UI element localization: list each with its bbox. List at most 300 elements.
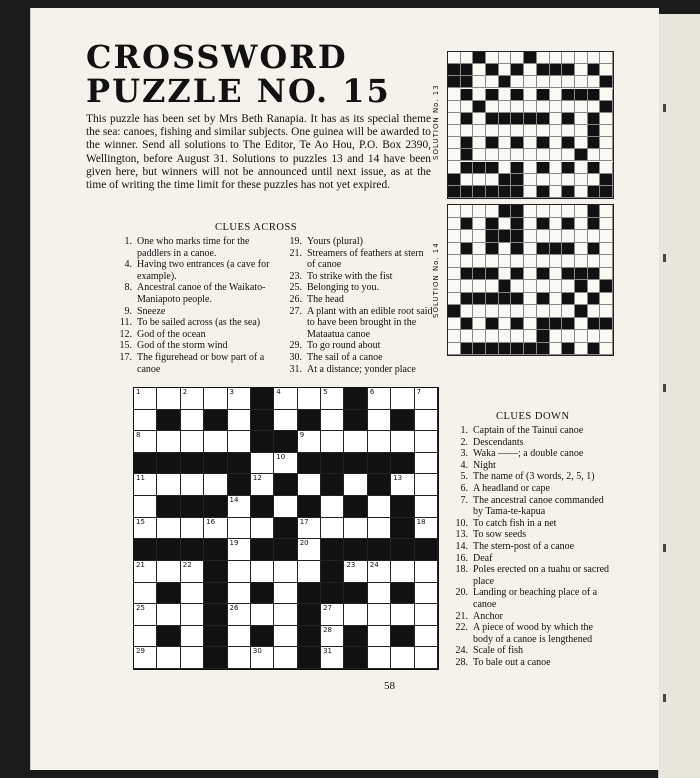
solution-block xyxy=(511,89,524,101)
solution-block xyxy=(486,162,499,174)
solution-block xyxy=(562,218,575,231)
grid-cell[interactable] xyxy=(134,518,157,540)
grid-cell[interactable] xyxy=(251,518,274,540)
solution-cell xyxy=(550,89,563,101)
grid-cell[interactable] xyxy=(251,474,274,496)
grid-cell[interactable] xyxy=(134,388,157,410)
solution-block xyxy=(550,64,563,76)
grid-cell[interactable] xyxy=(391,604,414,626)
clue-number: 18. xyxy=(455,564,468,576)
grid-cell[interactable] xyxy=(321,626,344,648)
solution-block xyxy=(461,149,474,161)
solution-block xyxy=(537,89,550,101)
cell-number: 29 xyxy=(136,647,145,656)
solution-cell xyxy=(537,52,550,64)
grid-cell[interactable] xyxy=(298,539,321,561)
grid-cell[interactable] xyxy=(134,474,157,496)
cell-number: 23 xyxy=(346,560,356,569)
grid-cell[interactable] xyxy=(204,431,227,453)
grid-block xyxy=(251,496,274,518)
grid-cell[interactable] xyxy=(391,474,414,496)
clue-text: To go round about xyxy=(307,340,381,352)
clue-item xyxy=(448,553,614,565)
grid-cell[interactable] xyxy=(368,518,391,540)
solution-cell xyxy=(575,293,588,306)
solution-cell xyxy=(575,52,588,64)
solution-cell xyxy=(537,305,550,318)
solution-cell xyxy=(473,125,486,137)
cell-number: 11 xyxy=(136,474,145,483)
solution-block xyxy=(588,243,601,256)
grid-cell[interactable] xyxy=(321,604,344,626)
grid-block xyxy=(204,604,227,626)
grid-cell[interactable] xyxy=(181,561,204,583)
grid-cell[interactable] xyxy=(228,388,251,410)
clue-text: Yours (plural) xyxy=(307,236,363,247)
solution-cell xyxy=(448,149,461,161)
grid-cell[interactable] xyxy=(134,626,157,648)
clue-item xyxy=(448,587,614,610)
solution-block xyxy=(486,137,499,149)
clue-item xyxy=(112,340,272,352)
clue-number: 3. xyxy=(460,448,468,460)
solution-block xyxy=(562,113,575,125)
grid-cell[interactable] xyxy=(321,647,344,669)
solution-cell xyxy=(550,280,563,293)
solution-cell xyxy=(600,125,613,137)
clue-text: God of the ocean xyxy=(137,328,206,340)
solution-block xyxy=(461,186,474,198)
solution-block xyxy=(537,268,550,281)
grid-block xyxy=(204,626,227,648)
clue-text: Ancestral canoe of the Waikato-Maniapoto people. xyxy=(137,282,266,305)
solution-cell xyxy=(511,52,524,64)
grid-cell[interactable] xyxy=(228,583,251,605)
clue-number: 20. xyxy=(455,587,468,599)
grid-cell[interactable] xyxy=(251,561,274,583)
solution-cell xyxy=(550,174,563,186)
grid-cell[interactable] xyxy=(274,583,297,605)
grid-cell[interactable] xyxy=(298,561,321,583)
grid-block xyxy=(391,539,414,561)
solution-cell xyxy=(448,280,461,293)
grid-cell[interactable] xyxy=(368,561,391,583)
solution-cell xyxy=(550,149,563,161)
solution-cell xyxy=(537,205,550,218)
grid-cell[interactable] xyxy=(157,474,180,496)
solution-block xyxy=(575,305,588,318)
solution-cell xyxy=(511,101,524,113)
grid-cell[interactable] xyxy=(181,647,204,669)
clue-item xyxy=(448,448,614,460)
grid-cell[interactable] xyxy=(157,388,180,410)
grid-cell[interactable] xyxy=(321,496,344,518)
solution-block xyxy=(499,205,512,218)
solution-cell xyxy=(473,318,486,331)
grid-cell[interactable] xyxy=(134,647,157,669)
solution-cell xyxy=(600,205,613,218)
grid-block xyxy=(321,539,344,561)
grid-cell[interactable] xyxy=(368,410,391,432)
grid-cell[interactable] xyxy=(391,561,414,583)
grid-cell[interactable] xyxy=(368,431,391,453)
solution-cell xyxy=(562,330,575,343)
grid-block xyxy=(344,496,367,518)
grid-cell[interactable] xyxy=(204,474,227,496)
solution-block xyxy=(473,343,486,356)
solution-block xyxy=(537,137,550,149)
grid-cell[interactable] xyxy=(157,604,180,626)
clue-text: The name of (3 words, 2, 5, 1) xyxy=(473,471,595,483)
grid-block xyxy=(391,583,414,605)
solution-cell xyxy=(448,101,461,113)
grid-cell[interactable] xyxy=(321,388,344,410)
solution-cell xyxy=(473,218,486,231)
clue-item xyxy=(448,518,614,530)
solution-cell xyxy=(524,89,537,101)
grid-cell[interactable] xyxy=(415,431,438,453)
grid-block xyxy=(321,453,344,475)
grid-cell[interactable] xyxy=(368,583,391,605)
solution-block xyxy=(511,243,524,256)
solution-cell xyxy=(461,330,474,343)
crossword-grid xyxy=(133,387,439,670)
grid-cell[interactable] xyxy=(391,388,414,410)
solution-cell xyxy=(486,101,499,113)
solution-block xyxy=(562,243,575,256)
grid-cell[interactable] xyxy=(415,496,438,518)
grid-cell[interactable] xyxy=(228,561,251,583)
grid-cell[interactable] xyxy=(344,474,367,496)
grid-cell[interactable] xyxy=(228,410,251,432)
grid-cell[interactable] xyxy=(181,626,204,648)
grid-cell[interactable] xyxy=(321,518,344,540)
solution-cell xyxy=(575,113,588,125)
solution-cell xyxy=(550,343,563,356)
solution-block xyxy=(600,280,613,293)
solution-block xyxy=(448,186,461,198)
grid-cell[interactable] xyxy=(321,431,344,453)
grid-cell[interactable] xyxy=(298,431,321,453)
solution-cell xyxy=(575,101,588,113)
solution-cell xyxy=(524,330,537,343)
grid-block xyxy=(251,626,274,648)
solution-cell xyxy=(550,268,563,281)
solution-cell xyxy=(600,64,613,76)
solution-block xyxy=(461,113,474,125)
solution-cell xyxy=(524,64,537,76)
solution-cell xyxy=(550,113,563,125)
solution-cell xyxy=(588,52,601,64)
solution-block xyxy=(486,243,499,256)
solution-14-label: SOLUTION No. 14 xyxy=(432,242,440,318)
clue-item xyxy=(282,340,434,352)
grid-cell[interactable] xyxy=(415,518,438,540)
solution-block xyxy=(562,343,575,356)
solution-cell xyxy=(486,149,499,161)
grid-block xyxy=(391,496,414,518)
solution-block xyxy=(524,343,537,356)
grid-cell[interactable] xyxy=(298,518,321,540)
solution-cell xyxy=(550,293,563,306)
grid-cell[interactable] xyxy=(157,561,180,583)
clue-text: The stern-post of a canoe xyxy=(473,540,575,552)
solution-cell xyxy=(461,205,474,218)
grid-cell[interactable] xyxy=(415,583,438,605)
solution-cell xyxy=(600,162,613,174)
grid-cell[interactable] xyxy=(344,561,367,583)
grid-cell[interactable] xyxy=(204,388,227,410)
solution-block xyxy=(461,89,474,101)
solution-block xyxy=(575,149,588,161)
solution-cell xyxy=(448,218,461,231)
grid-cell[interactable] xyxy=(415,647,438,669)
grid-cell[interactable] xyxy=(274,561,297,583)
grid-cell[interactable] xyxy=(134,410,157,432)
grid-block xyxy=(368,539,391,561)
grid-cell[interactable] xyxy=(368,496,391,518)
grid-cell[interactable] xyxy=(298,388,321,410)
grid-cell[interactable] xyxy=(274,410,297,432)
solution-block xyxy=(473,268,486,281)
clue-number: 30. xyxy=(289,351,302,363)
solution-cell xyxy=(524,174,537,186)
grid-block xyxy=(228,453,251,475)
grid-cell[interactable] xyxy=(157,431,180,453)
clue-number: 14. xyxy=(455,540,468,552)
grid-cell[interactable] xyxy=(415,626,438,648)
clue-text: A piece of wood by which the body of a canoe is lengthened xyxy=(473,622,593,645)
solution-cell xyxy=(448,243,461,256)
cell-number: 21 xyxy=(136,560,145,569)
solution-cell xyxy=(550,52,563,64)
grid-cell[interactable] xyxy=(415,388,438,410)
solution-block xyxy=(575,89,588,101)
solution-cell xyxy=(448,113,461,125)
grid-block xyxy=(204,453,227,475)
clue-text: Waka ——; a double canoe xyxy=(473,448,584,460)
clue-text: To bale out a canoe xyxy=(473,656,551,668)
solution-cell xyxy=(499,125,512,137)
binding-stitch xyxy=(663,544,666,552)
solution-block xyxy=(473,293,486,306)
solution-block xyxy=(511,162,524,174)
grid-cell[interactable] xyxy=(274,388,297,410)
solution-block xyxy=(600,101,613,113)
solution-block xyxy=(461,76,474,88)
clues-down-list xyxy=(448,425,614,668)
clue-number: 21. xyxy=(289,247,302,259)
grid-cell[interactable] xyxy=(415,474,438,496)
grid-block xyxy=(181,453,204,475)
grid-cell[interactable] xyxy=(134,604,157,626)
clue-item xyxy=(112,306,272,318)
grid-cell[interactable] xyxy=(134,583,157,605)
solution-block xyxy=(537,318,550,331)
solution-cell xyxy=(473,174,486,186)
solution-block xyxy=(588,318,601,331)
solution-cell xyxy=(537,280,550,293)
grid-cell[interactable] xyxy=(228,431,251,453)
grid-cell[interactable] xyxy=(415,604,438,626)
solution-13-label: SOLUTION No. 13 xyxy=(432,84,440,160)
solution-cell xyxy=(537,76,550,88)
grid-cell[interactable] xyxy=(274,496,297,518)
solution-block xyxy=(550,318,563,331)
solution-block xyxy=(562,268,575,281)
solution-cell xyxy=(499,52,512,64)
solution-block xyxy=(461,137,474,149)
clue-item xyxy=(448,437,614,449)
grid-block xyxy=(344,626,367,648)
solution-cell xyxy=(524,137,537,149)
grid-cell[interactable] xyxy=(251,453,274,475)
solution-block xyxy=(588,137,601,149)
grid-cell[interactable] xyxy=(134,561,157,583)
solution-block xyxy=(486,318,499,331)
clue-number: 24. xyxy=(455,645,468,657)
clue-item xyxy=(448,611,614,623)
grid-cell[interactable] xyxy=(274,604,297,626)
solution-block xyxy=(511,318,524,331)
grid-block xyxy=(181,496,204,518)
grid-cell[interactable] xyxy=(274,453,297,475)
cell-number: 18 xyxy=(416,517,426,526)
solution-block xyxy=(537,293,550,306)
grid-cell[interactable] xyxy=(228,496,251,518)
solution-cell xyxy=(486,125,499,137)
solution-cell xyxy=(448,89,461,101)
grid-cell[interactable] xyxy=(344,431,367,453)
solution-block xyxy=(537,113,550,125)
grid-cell[interactable] xyxy=(344,604,367,626)
grid-cell[interactable] xyxy=(157,518,180,540)
clues-down-heading: CLUES DOWN xyxy=(496,411,570,422)
solution-block xyxy=(486,343,499,356)
grid-cell[interactable] xyxy=(368,647,391,669)
grid-cell[interactable] xyxy=(415,561,438,583)
grid-cell[interactable] xyxy=(251,604,274,626)
solution-block xyxy=(537,243,550,256)
solution-block xyxy=(588,293,601,306)
solution-cell xyxy=(524,125,537,137)
solution-block xyxy=(562,64,575,76)
solution-cell xyxy=(588,280,601,293)
clue-number: 7. xyxy=(460,494,468,506)
solution-cell xyxy=(448,137,461,149)
grid-cell[interactable] xyxy=(228,604,251,626)
grid-cell[interactable] xyxy=(298,474,321,496)
solution-cell xyxy=(588,174,601,186)
grid-block xyxy=(344,388,367,410)
solution-block xyxy=(461,293,474,306)
solution-cell xyxy=(550,137,563,149)
page-title: CROSSWORD PUZZLE NO. 15 xyxy=(86,38,391,110)
grid-cell[interactable] xyxy=(228,518,251,540)
grid-cell[interactable] xyxy=(181,518,204,540)
solution-cell xyxy=(562,280,575,293)
grid-block xyxy=(344,410,367,432)
grid-cell[interactable] xyxy=(415,410,438,432)
grid-block xyxy=(298,604,321,626)
grid-cell[interactable] xyxy=(181,604,204,626)
grid-cell[interactable] xyxy=(274,626,297,648)
solution-cell xyxy=(562,52,575,64)
grid-cell[interactable] xyxy=(181,474,204,496)
cell-number: 8 xyxy=(136,431,141,440)
solution-block xyxy=(537,162,550,174)
grid-block xyxy=(344,583,367,605)
cell-number: 22 xyxy=(182,560,192,569)
grid-cell[interactable] xyxy=(251,647,274,669)
grid-cell[interactable] xyxy=(228,626,251,648)
grid-cell[interactable] xyxy=(368,604,391,626)
solution-cell xyxy=(575,218,588,231)
solution-cell xyxy=(575,343,588,356)
grid-cell[interactable] xyxy=(204,518,227,540)
solution-block xyxy=(537,64,550,76)
grid-cell[interactable] xyxy=(228,647,251,669)
clue-number: 17. xyxy=(119,351,132,363)
solution-cell xyxy=(537,101,550,113)
solution-block xyxy=(499,343,512,356)
grid-cell[interactable] xyxy=(181,388,204,410)
grid-cell[interactable] xyxy=(274,647,297,669)
solution-cell xyxy=(600,343,613,356)
solution-cell xyxy=(486,305,499,318)
clue-text: To sow seeds xyxy=(473,529,527,541)
clue-number: 6. xyxy=(460,482,468,494)
clue-number: 27. xyxy=(289,305,302,317)
solution-block xyxy=(499,76,512,88)
grid-cell[interactable] xyxy=(368,626,391,648)
grid-cell[interactable] xyxy=(228,539,251,561)
solution-cell xyxy=(511,305,524,318)
solution-cell xyxy=(575,230,588,243)
solution-block xyxy=(461,64,474,76)
grid-cell[interactable] xyxy=(368,388,391,410)
clue-number: 21. xyxy=(455,610,468,622)
solution-block xyxy=(588,186,601,198)
clue-text: To catch fish in a net xyxy=(473,517,557,529)
grid-cell[interactable] xyxy=(321,410,344,432)
clue-number: 22. xyxy=(455,622,468,634)
solution-cell xyxy=(511,280,524,293)
grid-block xyxy=(321,561,344,583)
solution-block xyxy=(499,293,512,306)
grid-cell[interactable] xyxy=(181,583,204,605)
solution-cell xyxy=(499,255,512,268)
solution-cell xyxy=(473,205,486,218)
solution-cell xyxy=(499,137,512,149)
grid-cell[interactable] xyxy=(391,431,414,453)
grid-cell[interactable] xyxy=(134,431,157,453)
grid-cell[interactable] xyxy=(134,496,157,518)
grid-cell[interactable] xyxy=(181,431,204,453)
solution-cell xyxy=(461,125,474,137)
grid-cell[interactable] xyxy=(181,410,204,432)
grid-cell[interactable] xyxy=(391,647,414,669)
solution-cell xyxy=(448,268,461,281)
grid-cell[interactable] xyxy=(344,518,367,540)
clue-number: 10. xyxy=(455,517,468,529)
clue-number: 1. xyxy=(124,236,132,247)
cell-number: 1 xyxy=(136,388,141,396)
solution-cell xyxy=(600,305,613,318)
grid-cell[interactable] xyxy=(157,647,180,669)
solution-cell xyxy=(575,186,588,198)
grid-cell[interactable] xyxy=(415,453,438,475)
